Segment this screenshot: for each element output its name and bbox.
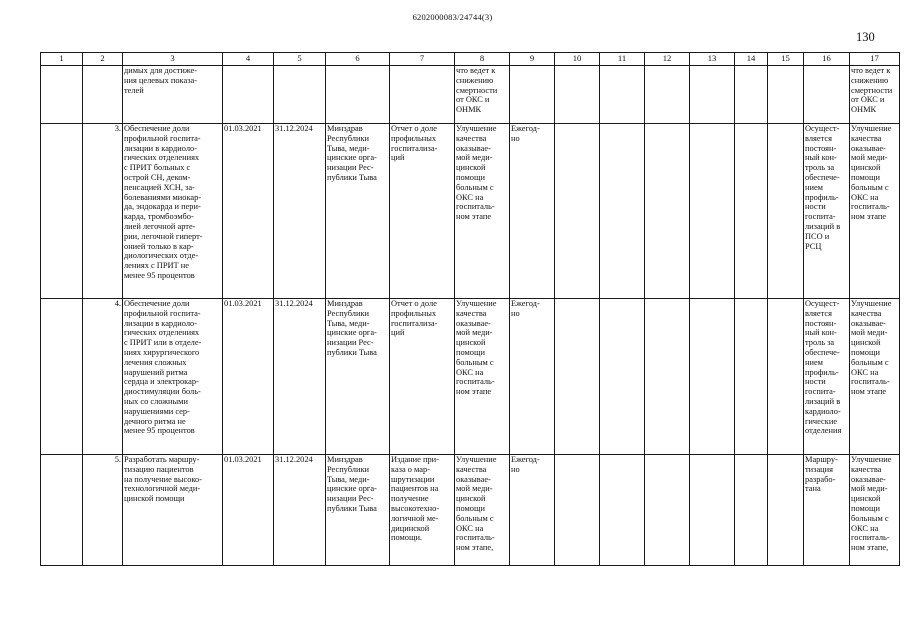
table-cell [326, 66, 390, 124]
table-cell: Осущест- вляется постоян- ный кон- троль за обеспече- нием профиль- ности госпита- лизаций в ПСО и РСЦ [804, 124, 850, 299]
table-cell [735, 455, 768, 566]
table-row [41, 299, 900, 455]
table-cell [41, 299, 83, 455]
table-cell [600, 66, 645, 124]
table-cell [645, 455, 690, 566]
table-cell: Минздрав Республики Тыва, меди- цинские орга- низации Рес- публики Тыва [326, 124, 390, 299]
table-cell [41, 455, 83, 566]
column-header: 4 [223, 53, 274, 66]
table-cell: Ежегод- но [510, 124, 555, 299]
table-row [41, 124, 900, 299]
table-cell: 01.03.2021 [223, 124, 274, 299]
column-header: 2 [83, 53, 123, 66]
table-cell [735, 299, 768, 455]
table-cell [83, 66, 123, 124]
table-cell: Улучшение качества оказывае- мой меди- цинской помощи больным с ОКС на госпиталь- ном этапе [455, 124, 510, 299]
table-cell: 01.03.2021 [223, 299, 274, 455]
table-cell: Осущест- вляется постоян- ный кон- троль за обеспече- нием профиль- ности госпита- лизаций в кардиоло- гические отделения [804, 299, 850, 455]
table-cell: Отчет о доле профильных госпитализа- ций [390, 299, 455, 455]
table-cell [600, 299, 645, 455]
document-id: 6202000083/24744(3) [412, 12, 493, 22]
table-cell [690, 299, 735, 455]
table-cell: 5. [83, 455, 123, 566]
table-cell: Улучшение качества оказывае- мой меди- цинской помощи больным с ОКС на госпиталь- ном этапе, [455, 455, 510, 566]
table-row [41, 455, 900, 566]
table-cell: Обеспечение доли профильной госпита- лизации в кардиоло- гических отделениях с ПРИТ или в отделе- ниях хирургического лечения сложных нарушений ритма сердца и электрокар- диостимуляции боль- ных со сложными нарушениями сер- дечного ритма не менее 95 процентов [123, 299, 223, 455]
page-number: 130 [856, 30, 875, 44]
table-cell [555, 299, 600, 455]
table-cell [768, 455, 804, 566]
table-cell [555, 66, 600, 124]
column-header: 17 [850, 53, 900, 66]
table-cell: Ежегод- но [510, 299, 555, 455]
table-cell [600, 124, 645, 299]
table-cell [690, 124, 735, 299]
table-cell [41, 124, 83, 299]
table-cell: 3. [83, 124, 123, 299]
column-header: 6 [326, 53, 390, 66]
table-cell [804, 66, 850, 124]
measures-table [40, 52, 900, 566]
column-header: 7 [390, 53, 455, 66]
column-header: 14 [735, 53, 768, 66]
table-cell: 4. [83, 299, 123, 455]
table-cell: Улучшение качества оказывае- мой меди- цинской помощи больным с ОКС на госпиталь- ном этапе [850, 299, 900, 455]
table-cell [645, 66, 690, 124]
table-cell [645, 124, 690, 299]
table-cell: Разработать маршру- тизацию пациентов на получение высоко- технологичной меди- цинской помощи [123, 455, 223, 566]
column-header: 8 [455, 53, 510, 66]
table-cell: 01.03.2021 [223, 455, 274, 566]
table-cell: Издание при- каза о мар- шрутизации пациентов на получение высокотехно- логичной ме- дицинской помощи. [390, 455, 455, 566]
table-cell [690, 455, 735, 566]
table-cell: 31.12.2024 [274, 124, 326, 299]
table-cell: Улучшение качества оказывае- мой меди- цинской помощи больным с ОКС на госпиталь- ном этапе [850, 124, 900, 299]
table-cell: 31.12.2024 [274, 455, 326, 566]
table-cell [274, 66, 326, 124]
column-header: 1 [41, 53, 83, 66]
table-cell: Ежегод- но [510, 455, 555, 566]
table-cell: что ведет к снижению смертности от ОКС и ОНМК [455, 66, 510, 124]
table-cell [510, 66, 555, 124]
table-cell [600, 455, 645, 566]
table-row [41, 66, 900, 124]
column-number-row [41, 53, 900, 66]
table-cell [223, 66, 274, 124]
table-cell: Обеспечение доли профильной госпита- лизации в кардиоло- гических отделениях с ПРИТ больных с острой СН, деком- пенсацией ХСН, за- болеваниями миокар- да, эндокарда и пери- карда, тромбоэмбо- лией легочной арте- рии, легочной гиперт- онией только в кар- диологических отде- лениях с ПРИТ не менее 95 процентов [123, 124, 223, 299]
table-cell: димых для достиже- ния целевых показа- телей [123, 66, 223, 124]
table-cell: Отчет о доле профильных госпитализа- ций [390, 124, 455, 299]
column-header: 11 [600, 53, 645, 66]
table-cell: Минздрав Республики Тыва, меди- цинские орга- низации Рес- публики Тыва [326, 299, 390, 455]
table-cell [645, 299, 690, 455]
column-header: 15 [768, 53, 804, 66]
table-cell [768, 66, 804, 124]
table-cell [768, 299, 804, 455]
column-header: 16 [804, 53, 850, 66]
table-cell [390, 66, 455, 124]
table-cell: Улучшение качества оказывае- мой меди- цинской помощи больным с ОКС на госпиталь- ном этапе [455, 299, 510, 455]
table-cell [555, 124, 600, 299]
table-cell [768, 124, 804, 299]
table-cell: 31.12.2024 [274, 299, 326, 455]
column-header: 5 [274, 53, 326, 66]
column-header: 3 [123, 53, 223, 66]
column-header: 13 [690, 53, 735, 66]
table-cell [555, 455, 600, 566]
table-cell [41, 66, 83, 124]
table-cell: Улучшение качества оказывае- мой меди- цинской помощи больным с ОКС на госпиталь- ном этапе, [850, 455, 900, 566]
table-cell [735, 66, 768, 124]
table-cell: Маршру- тизация разрабо- тана [804, 455, 850, 566]
table-cell [735, 124, 768, 299]
table-cell: что ведет к снижению смертности от ОКС и ОНМК [850, 66, 900, 124]
table-cell: Минздрав Республики Тыва, меди- цинские орга- низации Рес- публики Тыва [326, 455, 390, 566]
column-header: 9 [510, 53, 555, 66]
column-header: 12 [645, 53, 690, 66]
table-cell [690, 66, 735, 124]
column-header: 10 [555, 53, 600, 66]
